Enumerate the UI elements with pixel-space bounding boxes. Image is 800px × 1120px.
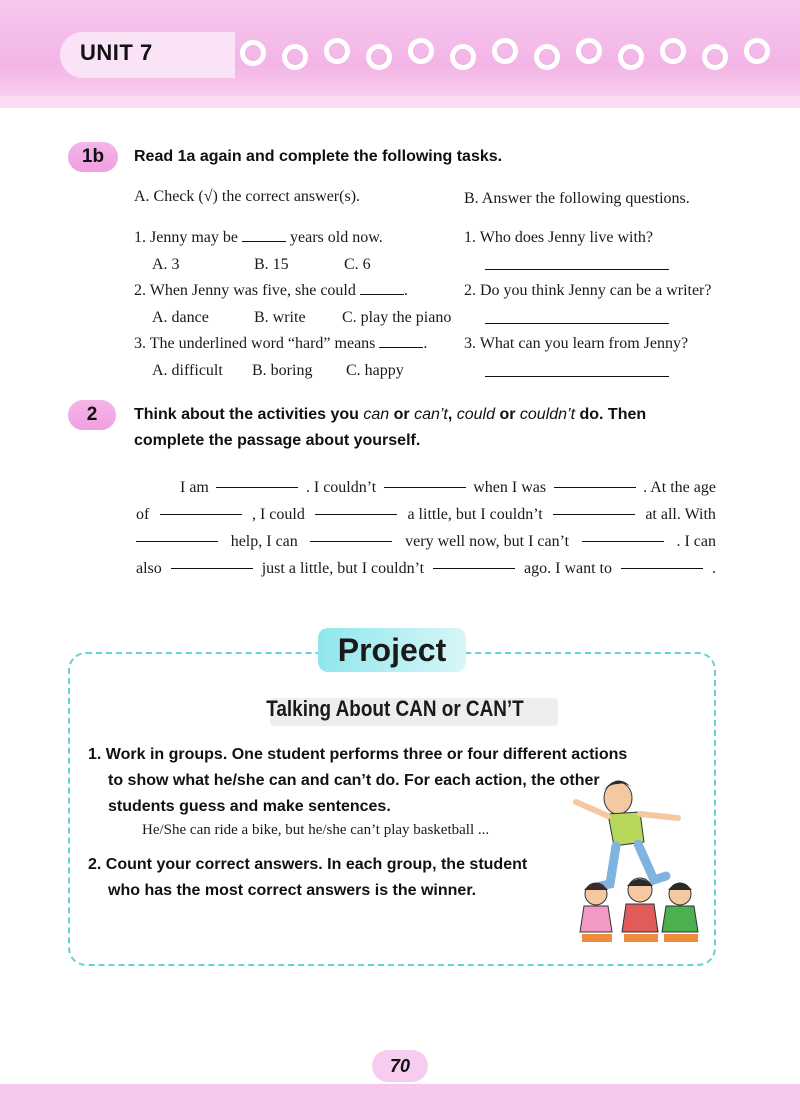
header-stripe xyxy=(0,96,800,108)
instr-italic: can’t xyxy=(414,406,448,423)
answer-blank[interactable] xyxy=(242,228,286,242)
instr-text: Think about the activities you xyxy=(134,406,364,423)
option[interactable]: A. 3 xyxy=(152,256,180,273)
passage-blank[interactable] xyxy=(216,474,298,488)
question-stem: 2. When Jenny was five, she could xyxy=(134,282,356,299)
ring-icon xyxy=(744,38,770,64)
passage-text: I am xyxy=(180,479,209,496)
passage-blank[interactable] xyxy=(136,528,218,542)
option[interactable]: C. play the piano xyxy=(342,309,452,326)
ring-icon xyxy=(660,38,686,64)
passage-text: ago. I want to xyxy=(524,560,612,577)
part-b-title: B. Answer the following questions. xyxy=(464,190,690,207)
ring-icon xyxy=(534,44,560,70)
project-example: He/She can ride a bike, but he/she can’t play basketball ... xyxy=(142,822,490,838)
passage-row xyxy=(136,528,716,555)
passage-blank[interactable] xyxy=(384,474,466,488)
ring-icon xyxy=(324,38,350,64)
project-item-1 xyxy=(88,742,627,820)
question-stem: 1. Jenny may be xyxy=(134,229,238,246)
instr-text: or xyxy=(495,406,520,423)
section-2-badge: 2 xyxy=(68,400,116,430)
passage-text: very well now, but I can’t xyxy=(405,533,570,550)
instr-italic: can xyxy=(363,406,390,423)
passage-text: when I was xyxy=(473,479,547,496)
ring-icon xyxy=(366,44,392,70)
option[interactable]: A. difficult xyxy=(152,362,223,379)
ring-icon xyxy=(240,40,266,66)
project-item-2 xyxy=(88,852,527,904)
option[interactable]: B. 15 xyxy=(254,256,289,273)
passage-blank[interactable] xyxy=(433,555,515,569)
option[interactable]: A. dance xyxy=(152,309,209,326)
answer-blank[interactable] xyxy=(379,334,423,348)
instr-text: or xyxy=(389,406,415,423)
ring-icon xyxy=(282,44,308,70)
ring-icon xyxy=(492,38,518,64)
answer-blank[interactable] xyxy=(360,281,404,295)
option[interactable]: B. boring xyxy=(252,362,313,379)
section-1b-badge: 1b xyxy=(68,142,118,172)
passage-row xyxy=(136,501,716,528)
a-question-2 xyxy=(134,281,408,301)
instr-italic: could xyxy=(456,406,495,423)
performer-figure xyxy=(576,780,678,886)
option[interactable]: C. 6 xyxy=(344,256,371,273)
b-question-3: 3. What can you learn from Jenny? xyxy=(464,335,689,352)
passage-text: just a little, but I couldn’t xyxy=(261,560,425,577)
a-question-1 xyxy=(134,228,383,248)
passage-text: help, I can xyxy=(230,533,298,550)
passage-blank[interactable] xyxy=(554,474,636,488)
option[interactable]: B. write xyxy=(254,309,306,326)
seated-child-figure xyxy=(662,883,698,942)
section-1b-instruction: Read 1a again and complete the following tasks. xyxy=(134,148,503,165)
item-line: students guess and make sentences. xyxy=(108,798,391,815)
question-stem-end: . xyxy=(423,335,428,352)
section-2-instruction xyxy=(134,402,646,454)
answer-line[interactable] xyxy=(485,376,669,377)
passage-text: also xyxy=(136,560,162,577)
answer-line[interactable] xyxy=(485,269,669,270)
b-question-1: 1. Who does Jenny live with? xyxy=(464,229,654,246)
seated-child-figure xyxy=(580,883,612,942)
decorative-rings xyxy=(240,34,800,74)
passage xyxy=(136,474,716,582)
passage-text: . I can xyxy=(676,533,716,550)
ring-icon xyxy=(408,38,434,64)
passage-blank[interactable] xyxy=(160,501,242,515)
children-illustration xyxy=(570,772,710,952)
passage-blank[interactable] xyxy=(621,555,703,569)
item-line: who has the most correct answers is the winner. xyxy=(108,882,477,899)
project-title: Project xyxy=(337,632,447,668)
instr-text: complete the passage about yourself. xyxy=(134,432,421,449)
ring-icon xyxy=(618,44,644,70)
ring-icon xyxy=(576,38,602,64)
a-question-3 xyxy=(134,334,427,354)
passage-row xyxy=(136,474,716,501)
page-number: 70 xyxy=(372,1050,428,1082)
passage-text: . xyxy=(711,560,716,577)
option[interactable]: C. happy xyxy=(346,362,404,379)
ring-icon xyxy=(702,44,728,70)
question-stem: 3. The underlined word “hard” means xyxy=(134,335,376,352)
question-stem-end: years old now. xyxy=(289,229,383,246)
passage-row xyxy=(136,555,716,582)
item-line: to show what he/she can and can’t do. For each action, the other xyxy=(108,772,600,789)
b-question-2: 2. Do you think Jenny can be a writer? xyxy=(464,282,712,299)
question-stem-end: . xyxy=(403,282,408,299)
item-line: 2. Count your correct answers. In each group, the student xyxy=(88,856,528,873)
instr-italic: couldn’t xyxy=(519,406,576,423)
instr-text: do. Then xyxy=(575,406,647,423)
passage-text: at all. With xyxy=(645,506,716,523)
passage-text: . I couldn’t xyxy=(305,479,377,496)
project-subtitle: Talking About CAN or CAN’T xyxy=(266,696,524,721)
passage-blank[interactable] xyxy=(171,555,253,569)
passage-text: . At the age xyxy=(643,479,716,496)
passage-blank[interactable] xyxy=(315,501,397,515)
passage-text: a little, but I couldn’t xyxy=(407,506,543,523)
footer-band xyxy=(0,1084,800,1120)
passage-text: of xyxy=(136,506,150,523)
item-line: 1. Work in groups. One student performs three or four different actions xyxy=(88,746,628,763)
part-a-title: A. Check (√) the correct answer(s). xyxy=(134,188,361,205)
unit-title: UNIT 7 xyxy=(80,40,153,65)
answer-line[interactable] xyxy=(485,323,669,324)
instr-text: , xyxy=(447,406,457,423)
seated-child-figure xyxy=(622,878,658,942)
passage-blank[interactable] xyxy=(553,501,635,515)
passage-blank[interactable] xyxy=(582,528,664,542)
passage-blank[interactable] xyxy=(310,528,392,542)
ring-icon xyxy=(450,44,476,70)
passage-text: , I could xyxy=(251,506,305,523)
